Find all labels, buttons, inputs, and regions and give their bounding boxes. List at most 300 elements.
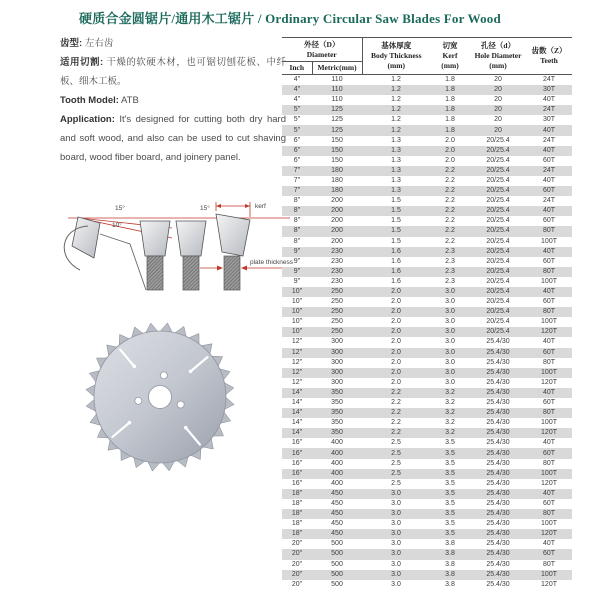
table-cell: 2.2 bbox=[445, 227, 455, 235]
table-cell: 9" bbox=[293, 247, 301, 255]
table-cell: 2.0 bbox=[391, 378, 401, 386]
table-cell: 20 bbox=[494, 126, 502, 134]
table-cell: 2.2 bbox=[391, 419, 401, 427]
plate-thickness-label: plate thickness bbox=[250, 259, 293, 266]
table-cell: 18" bbox=[291, 489, 303, 497]
table-cell: 180 bbox=[331, 176, 343, 184]
blade-center-hole bbox=[149, 386, 172, 409]
table-cell: 3.0 bbox=[445, 318, 455, 326]
table-cell: 3.0 bbox=[445, 298, 455, 306]
table-cell: 1.2 bbox=[391, 106, 401, 114]
table-cell: 1.2 bbox=[391, 76, 401, 84]
table-cell: 40T bbox=[542, 247, 556, 255]
angle-bevel-label: 15° bbox=[200, 205, 210, 212]
table-cell: 25.4/30 bbox=[486, 540, 510, 548]
table-cell: 2.5 bbox=[391, 479, 401, 487]
table-cell: 3.0 bbox=[445, 378, 455, 386]
table-cell: 3.2 bbox=[445, 399, 455, 407]
table-cell: 100T bbox=[541, 469, 557, 477]
table-cell: 25.4/30 bbox=[486, 419, 510, 427]
table-cell: 24T bbox=[542, 166, 556, 174]
table-row bbox=[282, 146, 572, 156]
table-cell: 1.3 bbox=[391, 146, 401, 154]
table-cell: 300 bbox=[331, 358, 343, 366]
table-cell: 12" bbox=[291, 358, 303, 366]
table-cell: 20/25.4 bbox=[486, 267, 510, 275]
table-cell: 25.4/30 bbox=[486, 469, 510, 477]
application-line bbox=[60, 110, 286, 167]
table-row bbox=[282, 247, 572, 257]
table-cell: 1.5 bbox=[391, 207, 401, 215]
table-cell: 60T bbox=[542, 257, 556, 265]
table-cell: 2.2 bbox=[445, 187, 455, 195]
table-cell: 2.5 bbox=[391, 459, 401, 467]
table-cell: 20/25.4 bbox=[486, 197, 510, 205]
header-hole-diameter bbox=[470, 38, 526, 75]
tooth-shape bbox=[72, 217, 100, 258]
table-cell: 25.4/30 bbox=[486, 479, 510, 487]
table-cell: 18" bbox=[291, 499, 303, 507]
table-cell: 16" bbox=[291, 479, 303, 487]
table-cell: 350 bbox=[331, 409, 343, 417]
table-cell: 125 bbox=[331, 106, 343, 114]
table-cell: 6" bbox=[293, 156, 301, 164]
table-cell: 3.8 bbox=[445, 560, 455, 568]
table-cell: 500 bbox=[331, 570, 343, 578]
table-cell: 4" bbox=[293, 86, 301, 94]
table-cell: 3.2 bbox=[445, 419, 455, 427]
table-cell: 350 bbox=[331, 419, 343, 427]
table-cell: 100T bbox=[541, 368, 557, 376]
table-cell: 20 bbox=[494, 96, 502, 104]
table-cell: 3.5 bbox=[445, 469, 455, 477]
table-cell: 20/25.4 bbox=[486, 257, 510, 265]
header-kerf-cn: 切宽 bbox=[442, 41, 458, 51]
table-cell: 1.2 bbox=[391, 86, 401, 94]
table-cell: 500 bbox=[331, 540, 343, 548]
table-cell: 3.0 bbox=[391, 510, 401, 518]
table-row bbox=[282, 85, 572, 95]
table-cell: 40T bbox=[542, 489, 556, 497]
table-cell: 60T bbox=[542, 298, 556, 306]
table-row bbox=[282, 368, 572, 378]
table-row bbox=[282, 459, 572, 469]
table-row bbox=[282, 398, 572, 408]
table-cell: 8" bbox=[293, 197, 301, 205]
table-cell: 8" bbox=[293, 207, 301, 215]
table-cell: 7" bbox=[293, 176, 301, 184]
table-cell: 80T bbox=[542, 308, 556, 316]
table-cell: 14" bbox=[291, 419, 303, 427]
table-cell: 2.2 bbox=[445, 197, 455, 205]
table-cell: 80T bbox=[542, 409, 556, 417]
table-cell: 25.4/30 bbox=[486, 550, 510, 558]
table-cell: 3.8 bbox=[445, 540, 455, 548]
table-cell: 25.4/30 bbox=[486, 409, 510, 417]
table-cell: 25.4/30 bbox=[486, 439, 510, 447]
table-cell: 9" bbox=[293, 257, 301, 265]
table-row bbox=[282, 216, 572, 226]
table-cell: 2.2 bbox=[445, 217, 455, 225]
table-cell: 120T bbox=[541, 429, 557, 437]
header-hole-en: Hole Diameter bbox=[474, 51, 522, 61]
table-cell: 5" bbox=[293, 126, 301, 134]
header-hole-unit: (mm) bbox=[489, 60, 507, 70]
table-cell: 450 bbox=[331, 520, 343, 528]
table-cell: 1.3 bbox=[391, 156, 401, 164]
table-row bbox=[282, 287, 572, 297]
table-cell: 150 bbox=[331, 146, 343, 154]
table-cell: 300 bbox=[331, 368, 343, 376]
table-cell: 100T bbox=[541, 237, 557, 245]
table-cell: 30T bbox=[542, 86, 556, 94]
table-cell: 3.0 bbox=[445, 348, 455, 356]
table-cell: 1.8 bbox=[445, 86, 455, 94]
table-cell: 3.0 bbox=[445, 338, 455, 346]
table-cell: 2.0 bbox=[445, 136, 455, 144]
table-cell: 200 bbox=[331, 217, 343, 225]
table-cell: 20/25.4 bbox=[486, 247, 510, 255]
table-cell: 100T bbox=[541, 318, 557, 326]
table-cell: 500 bbox=[331, 550, 343, 558]
table-cell: 250 bbox=[331, 308, 343, 316]
table-cell: 10" bbox=[291, 298, 303, 306]
tooth-type-label: 齿型: bbox=[60, 38, 83, 49]
table-cell: 20/25.4 bbox=[486, 166, 510, 174]
table-row bbox=[282, 196, 572, 206]
table-row bbox=[282, 297, 572, 307]
table-row bbox=[282, 136, 572, 146]
table-cell: 200 bbox=[331, 227, 343, 235]
table-cell: 2.3 bbox=[445, 257, 455, 265]
header-body-thickness bbox=[362, 38, 430, 75]
table-cell: 3.0 bbox=[391, 540, 401, 548]
table-row bbox=[282, 176, 572, 186]
table-cell: 25.4/30 bbox=[486, 459, 510, 467]
table-cell: 18" bbox=[291, 510, 303, 518]
table-row bbox=[282, 95, 572, 105]
table-row bbox=[282, 327, 572, 337]
table-cell: 350 bbox=[331, 429, 343, 437]
header-body-en: Body Thickness bbox=[371, 51, 422, 61]
table-cell: 2.5 bbox=[391, 449, 401, 457]
cutting-label: 适用切割: bbox=[60, 57, 104, 68]
table-cell: 20/25.4 bbox=[486, 136, 510, 144]
table-cell: 20/25.4 bbox=[486, 176, 510, 184]
table-cell: 1.6 bbox=[391, 247, 401, 255]
table-cell: 230 bbox=[331, 267, 343, 275]
table-cell: 16" bbox=[291, 439, 303, 447]
table-cell: 400 bbox=[331, 449, 343, 457]
table-cell: 3.0 bbox=[391, 550, 401, 558]
table-cell: 3.0 bbox=[391, 530, 401, 538]
table-cell: 1.3 bbox=[391, 187, 401, 195]
table-cell: 3.2 bbox=[445, 409, 455, 417]
table-cell: 20 bbox=[494, 76, 502, 84]
table-cell: 25.4/30 bbox=[486, 358, 510, 366]
table-cell: 20" bbox=[291, 540, 303, 548]
table-cell: 200 bbox=[331, 237, 343, 245]
table-cell: 1.6 bbox=[391, 277, 401, 285]
table-cell: 350 bbox=[331, 399, 343, 407]
table-cell: 1.2 bbox=[391, 96, 401, 104]
table-cell: 60T bbox=[542, 217, 556, 225]
table-cell: 120T bbox=[541, 530, 557, 538]
header-body-cn: 基体厚度 bbox=[381, 41, 412, 51]
table-cell: 25.4/30 bbox=[486, 378, 510, 386]
table-row bbox=[282, 570, 572, 580]
table-cell: 300 bbox=[331, 378, 343, 386]
table-row bbox=[282, 408, 572, 418]
table-row bbox=[282, 115, 572, 125]
table-cell: 20/25.4 bbox=[486, 288, 510, 296]
table-cell: 120T bbox=[541, 479, 557, 487]
table-cell: 2.2 bbox=[391, 399, 401, 407]
cutting-value: 干燥的软硬木材，也可锯切刨花板、中纤板、细木工板。 bbox=[60, 57, 286, 87]
table-cell: 2.0 bbox=[391, 318, 401, 326]
table-cell: 25.4/30 bbox=[486, 399, 510, 407]
table-cell: 20/25.4 bbox=[486, 187, 510, 195]
table-cell: 2.2 bbox=[445, 176, 455, 184]
table-cell: 20/25.4 bbox=[486, 217, 510, 225]
table-cell: 2.0 bbox=[391, 358, 401, 366]
table-cell: 3.5 bbox=[445, 449, 455, 457]
table-row bbox=[282, 418, 572, 428]
table-row bbox=[282, 156, 572, 166]
table-cell: 250 bbox=[331, 298, 343, 306]
table-row bbox=[282, 166, 572, 176]
table-row bbox=[282, 337, 572, 347]
tooth-shank bbox=[224, 256, 240, 290]
table-cell: 18" bbox=[291, 520, 303, 528]
table-cell: 2.3 bbox=[445, 267, 455, 275]
product-info bbox=[60, 34, 286, 167]
table-cell: 1.5 bbox=[391, 227, 401, 235]
table-cell: 40T bbox=[542, 288, 556, 296]
table-cell: 10" bbox=[291, 308, 303, 316]
header-kerf-unit: (mm) bbox=[441, 60, 459, 70]
table-cell: 6" bbox=[293, 146, 301, 154]
table-cell: 7" bbox=[293, 166, 301, 174]
table-cell: 100T bbox=[541, 419, 557, 427]
table-cell: 1.2 bbox=[391, 126, 401, 134]
table-cell: 14" bbox=[291, 409, 303, 417]
table-cell: 120T bbox=[541, 580, 557, 588]
table-cell: 1.6 bbox=[391, 257, 401, 265]
tooth-model-label: Tooth Model: bbox=[60, 95, 119, 106]
table-cell: 25.4/30 bbox=[486, 530, 510, 538]
table-cell: 25.4/30 bbox=[486, 489, 510, 497]
table-row bbox=[282, 549, 572, 559]
table-cell: 200 bbox=[331, 197, 343, 205]
table-row bbox=[282, 489, 572, 499]
table-cell: 400 bbox=[331, 469, 343, 477]
table-row bbox=[282, 509, 572, 519]
table-row bbox=[282, 277, 572, 287]
tooth-type-line bbox=[60, 34, 286, 53]
saw-blade-image bbox=[79, 316, 241, 478]
table-row bbox=[282, 388, 572, 398]
table-cell: 125 bbox=[331, 126, 343, 134]
table-cell: 80T bbox=[542, 227, 556, 235]
table-cell: 2.2 bbox=[391, 409, 401, 417]
table-row bbox=[282, 226, 572, 236]
table-cell: 60T bbox=[542, 187, 556, 195]
header-inch: Inch bbox=[282, 62, 312, 75]
table-cell: 40T bbox=[542, 96, 556, 104]
table-cell: 2.0 bbox=[391, 368, 401, 376]
header-teeth bbox=[526, 38, 572, 75]
table-cell: 7" bbox=[293, 187, 301, 195]
table-cell: 18" bbox=[291, 530, 303, 538]
tooth-model-value: ATB bbox=[121, 95, 139, 106]
table-row bbox=[282, 348, 572, 358]
table-cell: 2.5 bbox=[391, 439, 401, 447]
table-cell: 25.4/30 bbox=[486, 510, 510, 518]
table-row bbox=[282, 257, 572, 267]
kerf-label: kerf bbox=[255, 203, 266, 210]
table-cell: 230 bbox=[331, 277, 343, 285]
table-cell: 10" bbox=[291, 328, 303, 336]
table-cell: 2.2 bbox=[445, 207, 455, 215]
header-kerf bbox=[430, 38, 470, 75]
table-cell: 3.0 bbox=[445, 288, 455, 296]
table-cell: 20" bbox=[291, 560, 303, 568]
table-cell: 5" bbox=[293, 106, 301, 114]
table-cell: 100T bbox=[541, 570, 557, 578]
table-cell: 3.0 bbox=[445, 328, 455, 336]
table-cell: 1.3 bbox=[391, 166, 401, 174]
table-cell: 3.5 bbox=[445, 530, 455, 538]
table-cell: 3.2 bbox=[445, 429, 455, 437]
tooth-shank bbox=[147, 256, 163, 290]
table-cell: 20" bbox=[291, 580, 303, 588]
spec-table-header bbox=[282, 38, 572, 75]
table-cell: 2.0 bbox=[391, 348, 401, 356]
table-cell: 16" bbox=[291, 459, 303, 467]
table-cell: 16" bbox=[291, 449, 303, 457]
table-cell: 40T bbox=[542, 126, 556, 134]
header-metric: Metric(mm) bbox=[312, 62, 362, 75]
table-cell: 80T bbox=[542, 358, 556, 366]
table-cell: 125 bbox=[331, 116, 343, 124]
table-row bbox=[282, 479, 572, 489]
table-cell: 8" bbox=[293, 227, 301, 235]
table-cell: 400 bbox=[331, 479, 343, 487]
header-body-unit: (mm) bbox=[387, 60, 406, 70]
table-cell: 14" bbox=[291, 399, 303, 407]
table-row bbox=[282, 358, 572, 368]
table-cell: 3.0 bbox=[445, 308, 455, 316]
table-cell: 2.3 bbox=[445, 247, 455, 255]
table-cell: 20/25.4 bbox=[486, 318, 510, 326]
table-row bbox=[282, 529, 572, 539]
table-row bbox=[282, 580, 572, 590]
table-cell: 1.3 bbox=[391, 176, 401, 184]
table-cell: 250 bbox=[331, 328, 343, 336]
table-cell: 20/25.4 bbox=[486, 237, 510, 245]
table-cell: 10" bbox=[291, 318, 303, 326]
table-cell: 25.4/30 bbox=[486, 348, 510, 356]
cutting-line bbox=[60, 53, 286, 91]
table-cell: 20/25.4 bbox=[486, 207, 510, 215]
table-cell: 12" bbox=[291, 368, 303, 376]
table-cell: 25.4/30 bbox=[486, 570, 510, 578]
table-cell: 9" bbox=[293, 277, 301, 285]
table-row bbox=[282, 125, 572, 135]
spec-table bbox=[282, 37, 572, 590]
table-cell: 3.0 bbox=[391, 570, 401, 578]
table-cell: 60T bbox=[542, 449, 556, 457]
table-row bbox=[282, 448, 572, 458]
table-cell: 110 bbox=[331, 86, 343, 94]
table-cell: 60T bbox=[542, 550, 556, 558]
table-cell: 1.5 bbox=[391, 217, 401, 225]
table-cell: 230 bbox=[331, 247, 343, 255]
header-hole-cn: 孔径（d） bbox=[480, 41, 516, 51]
table-row bbox=[282, 499, 572, 509]
table-cell: 400 bbox=[331, 439, 343, 447]
table-cell: 25.4/30 bbox=[486, 560, 510, 568]
table-row bbox=[282, 428, 572, 438]
table-cell: 20 bbox=[494, 106, 502, 114]
table-cell: 24T bbox=[542, 106, 556, 114]
table-cell: 1.6 bbox=[391, 267, 401, 275]
table-row bbox=[282, 438, 572, 448]
table-row bbox=[282, 75, 572, 86]
table-cell: 20 bbox=[494, 86, 502, 94]
table-cell: 24T bbox=[542, 76, 556, 84]
table-cell: 3.8 bbox=[445, 580, 455, 588]
table-cell: 110 bbox=[331, 76, 343, 84]
table-cell: 16" bbox=[291, 469, 303, 477]
table-cell: 1.8 bbox=[445, 96, 455, 104]
table-cell: 30T bbox=[542, 116, 556, 124]
table-cell: 2.2 bbox=[445, 237, 455, 245]
table-cell: 150 bbox=[331, 136, 343, 144]
table-cell: 25.4/30 bbox=[486, 368, 510, 376]
table-cell: 20/25.4 bbox=[486, 156, 510, 164]
table-cell: 3.5 bbox=[445, 520, 455, 528]
table-cell: 2.0 bbox=[445, 146, 455, 154]
table-cell: 40T bbox=[542, 146, 556, 154]
table-cell: 1.3 bbox=[391, 136, 401, 144]
table-row bbox=[282, 560, 572, 570]
table-cell: 1.8 bbox=[445, 126, 455, 134]
table-cell: 25.4/30 bbox=[486, 388, 510, 396]
table-cell: 20/25.4 bbox=[486, 308, 510, 316]
table-cell: 3.5 bbox=[445, 510, 455, 518]
table-cell: 20/25.4 bbox=[486, 146, 510, 154]
table-row bbox=[282, 307, 572, 317]
table-cell: 2.0 bbox=[391, 328, 401, 336]
table-cell: 3.0 bbox=[391, 499, 401, 507]
table-cell: 60T bbox=[542, 156, 556, 164]
table-row bbox=[282, 317, 572, 327]
table-cell: 1.5 bbox=[391, 237, 401, 245]
table-cell: 100T bbox=[541, 520, 557, 528]
table-cell: 1.8 bbox=[445, 76, 455, 84]
table-cell: 25.4/30 bbox=[486, 520, 510, 528]
table-cell: 20/25.4 bbox=[486, 328, 510, 336]
tooth-shape bbox=[176, 221, 206, 256]
table-cell: 2.3 bbox=[445, 277, 455, 285]
table-cell: 40T bbox=[542, 338, 556, 346]
table-cell: 2.0 bbox=[445, 156, 455, 164]
table-cell: 25.4/30 bbox=[486, 449, 510, 457]
table-cell: 3.8 bbox=[445, 570, 455, 578]
table-cell: 3.5 bbox=[445, 479, 455, 487]
